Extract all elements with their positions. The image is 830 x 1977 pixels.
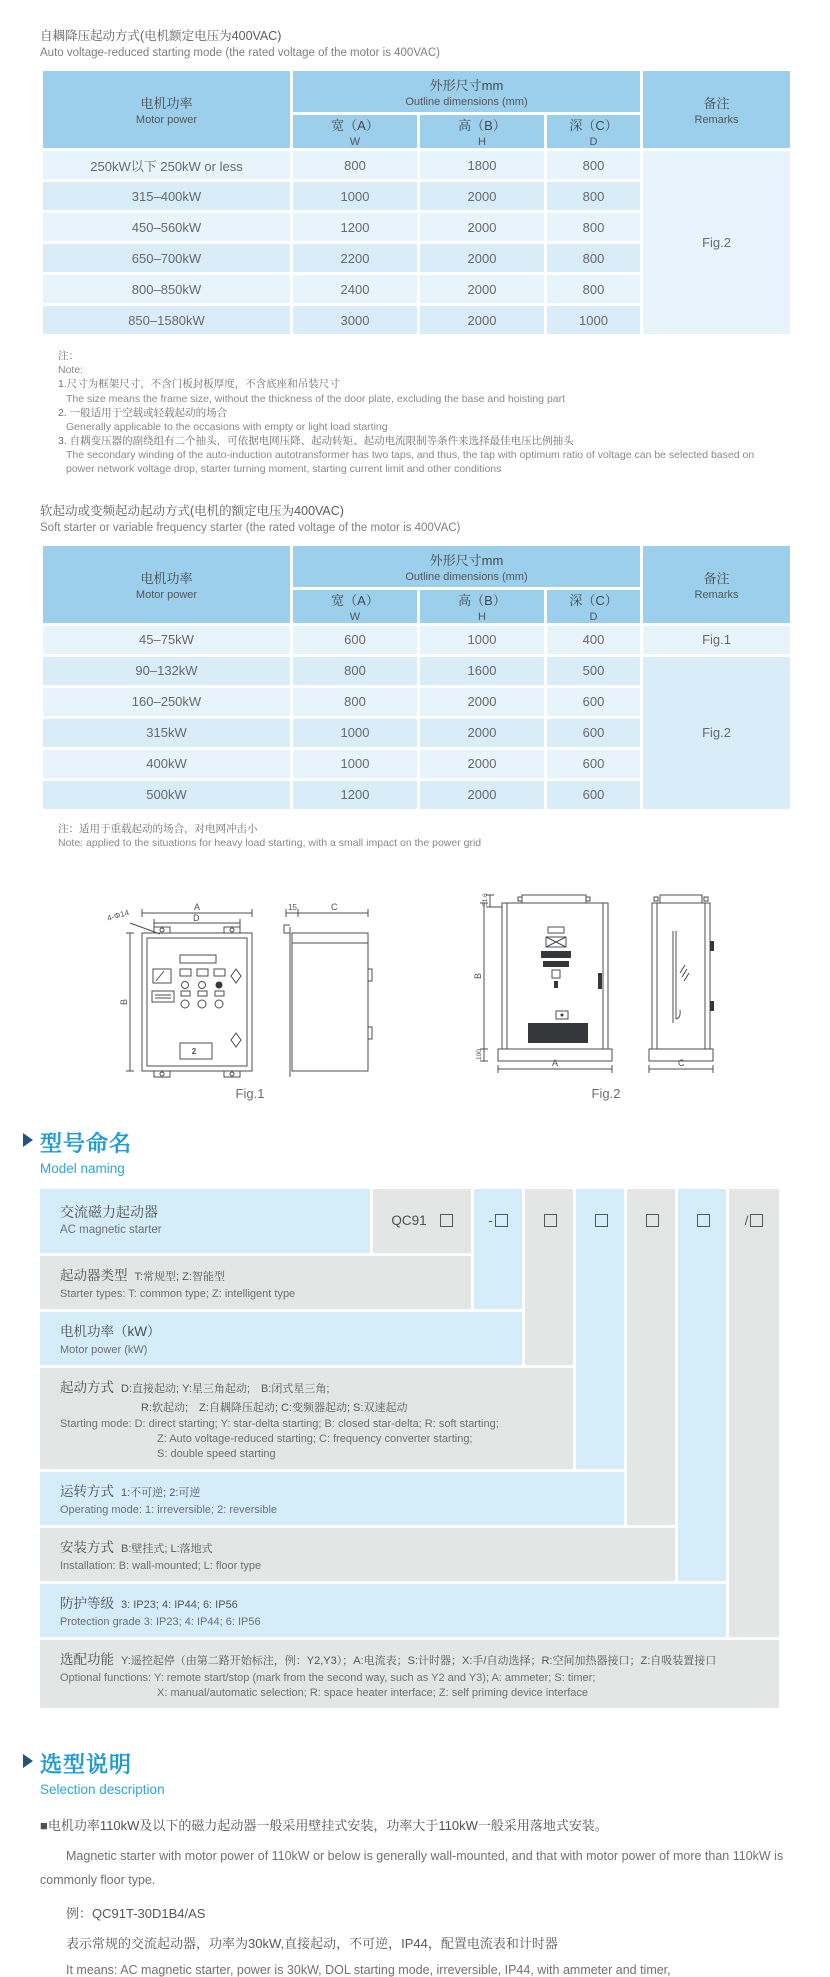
row-label-cn: 选配功能: [60, 1651, 114, 1667]
naming-row-installation: [40, 1528, 675, 1581]
svg-text:B: B: [119, 998, 129, 1005]
triangle-bullet-icon: [23, 1754, 33, 1768]
selection-title-en: Selection description: [40, 1781, 165, 1797]
cell-h: 2000: [419, 686, 546, 717]
row-en3: S: double speed starting: [157, 1447, 276, 1460]
model-code-box: [440, 1214, 453, 1227]
col-header-motor-power: [42, 70, 292, 150]
naming-row-protection-grade: [40, 1584, 726, 1637]
note-item2-cn: 2. 一般适用于空载或轻载起动的场合: [58, 406, 228, 419]
selection-body: [40, 1815, 790, 1977]
note-label-en: Note:: [58, 364, 84, 377]
col-header-height: [419, 114, 546, 150]
table-row: [42, 655, 792, 686]
cell-w: 800: [292, 655, 419, 686]
motor-power-label-cn: 电机功率: [140, 96, 193, 111]
cell-remark-fig2: Fig.2: [642, 150, 792, 336]
soft-note-en: Note: applied to the situations for heavy load starting, with a small impact on the power grid: [58, 837, 482, 850]
outline-label-cn: 外形尺寸mm: [429, 78, 504, 93]
width-label-cn: 宽（A）: [331, 592, 379, 608]
height-label-cn: 高（B）: [458, 118, 506, 133]
soft-dimensions-table: [40, 543, 793, 812]
height-label-en: H: [478, 136, 486, 148]
auto-table-header: [42, 70, 792, 150]
motor-power-label-en: Motor power: [135, 588, 198, 601]
note-item1-cn: 1.尺寸为框架尺寸，不含门板封板厚度，不含底座和吊装尺寸: [58, 378, 340, 391]
cell-power: 90–132kW: [42, 655, 292, 686]
model-code-box: [544, 1214, 557, 1227]
cell-d: 800: [546, 274, 642, 305]
box-prefix: -: [488, 1212, 493, 1228]
model-code-box: [595, 1214, 608, 1227]
outline-label-cn: 外形尺寸mm: [429, 552, 504, 568]
cell-h: 1800: [419, 150, 546, 181]
cell-power: 315–400kW: [42, 181, 292, 212]
selection-title-cn: 选型说明: [40, 1751, 133, 1777]
product-name-cell: [40, 1189, 370, 1253]
row-detail-cn: T:常规型; Z:智能型: [134, 1270, 225, 1283]
soft-table-note: [58, 822, 790, 851]
section-auto-title-en: Auto voltage-reduced starting mode (the rated voltage of the motor is 400VAC): [40, 47, 440, 59]
motor-power-label-cn: 电机功率: [140, 570, 193, 586]
auto-dimensions-table: [40, 68, 793, 337]
selection-point-en: Magnetic starter with motor power of 110kW or below is generally wall-mounted, and that with motor power of more than 110kW is commonly floor type.: [40, 1848, 784, 1887]
cell-w: 1000: [292, 748, 419, 779]
cell-h: 1000: [419, 624, 546, 655]
naming-row-optional-functions: [40, 1640, 779, 1708]
remarks-label-en: Remarks: [694, 588, 739, 601]
cell-d: 400: [546, 624, 642, 655]
height-label-cn: 高（B）: [458, 592, 506, 608]
cell-power: 315kW: [42, 717, 292, 748]
cell-power: 450–560kW: [42, 212, 292, 243]
cell-w: 600: [292, 624, 419, 655]
cell-power: 650–700kW: [42, 243, 292, 274]
depth-label-cn: 深（C）: [569, 592, 618, 608]
cell-d: 800: [546, 212, 642, 243]
code-stripe-4: [627, 1189, 675, 1525]
row-label-cn: 防护等级: [60, 1595, 114, 1611]
row-en: Motor power (kW): [60, 1343, 148, 1356]
row-en2: Z: Auto voltage-reduced starting; C: frequency converter starting;: [157, 1432, 473, 1445]
svg-text:15: 15: [288, 902, 297, 912]
cell-d: 800: [546, 181, 642, 212]
row-en: Installation: B: wall-mounted; L: floor type: [60, 1559, 262, 1572]
cell-w: 800: [292, 150, 419, 181]
depth-label-en: D: [589, 610, 598, 623]
triangle-bullet-icon: [23, 1133, 33, 1147]
cell-w: 3000: [292, 305, 419, 336]
svg-text:D: D: [193, 912, 200, 923]
figure-2: [456, 881, 756, 1101]
svg-text:A: A: [552, 1057, 559, 1068]
cell-h: 2000: [419, 305, 546, 336]
row-en: Starter types: T: common type; Z: intelligent type: [60, 1287, 296, 1300]
remarks-label-cn: 备注: [703, 570, 730, 586]
row-detail-cn: 3: IP23; 4: IP44; 6: IP56: [121, 1598, 238, 1611]
cell-power: 800–850kW: [42, 274, 292, 305]
fig1-side-view: [284, 902, 372, 1077]
col-header-motor-power: [42, 544, 292, 624]
row-label-cn: 起动方式: [60, 1379, 114, 1395]
col-header-remarks: [642, 544, 792, 624]
code-stripe-1: [474, 1189, 522, 1309]
cell-d: 500: [546, 655, 642, 686]
fig1-caption: Fig.1: [235, 1085, 265, 1101]
cell-w: 1200: [292, 779, 419, 810]
cell-remark-fig1: Fig.1: [642, 624, 792, 655]
figure-1: [90, 901, 410, 1101]
table-row: [42, 624, 792, 655]
remarks-label-cn: 备注: [703, 96, 730, 111]
motor-power-label-en: Motor power: [135, 114, 198, 126]
fig2-side-view: [649, 895, 714, 1073]
svg-text:B: B: [473, 972, 483, 979]
cell-h: 2000: [419, 181, 546, 212]
model-naming-title-en: Model naming: [40, 1160, 125, 1176]
section-auto-title-cn: 自耦降压起动方式(电机额定电压为400VAC): [40, 29, 282, 43]
naming-row-motor-power: [40, 1312, 522, 1365]
cell-h: 2000: [419, 212, 546, 243]
model-code-box: [646, 1214, 659, 1227]
box-prefix: /: [744, 1212, 749, 1228]
naming-row-operating-mode: [40, 1472, 624, 1525]
naming-row-starter-type: [40, 1256, 471, 1309]
cell-w: 2400: [292, 274, 419, 305]
cell-power: 160–250kW: [42, 686, 292, 717]
col-header-depth: [546, 588, 642, 624]
row-detail-cn: B:壁挂式; L:落地式: [121, 1542, 213, 1555]
auto-table-notes: [58, 349, 790, 477]
width-label-en: W: [349, 136, 361, 148]
height-label-en: H: [478, 610, 486, 623]
cell-h: 2000: [419, 717, 546, 748]
naming-row-starting-mode: [40, 1368, 573, 1469]
row-label-cn: 电机功率（kW）: [60, 1323, 161, 1339]
figures-row: [40, 881, 790, 1101]
code-stripe-6: [729, 1189, 779, 1637]
row-en: Starting mode: D: direct starting; Y: star-delta starting; B: closed star-delta; R: soft starting;: [60, 1417, 499, 1430]
cell-power: 850–1580kW: [42, 305, 292, 336]
model-code-box: [697, 1214, 710, 1227]
col-header-width: [292, 588, 419, 624]
svg-text:A: A: [194, 901, 201, 912]
cell-d: 600: [546, 717, 642, 748]
product-name-en: AC magnetic starter: [60, 1223, 162, 1236]
model-naming-table: [40, 1189, 790, 1708]
section-soft-title-en: Soft starter or variable frequency starter (the rated voltage of the motor is 400VAC): [40, 521, 461, 534]
soft-table-header: [42, 544, 792, 624]
note-label-cn: 注：: [58, 350, 79, 362]
note-item3-en: The secondary winding of the auto-induction autotransformer has two taps, and thus, the tap with optimum ratio of voltage can be selected based on power network voltage drop, starter turning moment, starting current limit and other conditions: [66, 449, 755, 476]
cell-h: 2000: [419, 748, 546, 779]
outline-label-en: Outline dimensions (mm): [405, 96, 528, 108]
section-auto-title: [40, 26, 790, 59]
fig2-drawing: [456, 881, 756, 1081]
row-detail-cn: 1:不可逆; 2:可逆: [121, 1486, 201, 1499]
row-label-cn: 运转方式: [60, 1483, 114, 1499]
row-label-cn: 起动器类型: [60, 1267, 128, 1283]
row-en: Protection grade 3: IP23; 4: IP44; 6: IP56: [60, 1615, 261, 1628]
svg-text:100: 100: [476, 1049, 483, 1060]
col-header-width: [292, 114, 419, 150]
outline-label-en: Outline dimensions (mm): [405, 570, 528, 583]
code-stripe-2: [525, 1189, 573, 1365]
table-row: [42, 150, 792, 181]
cell-h: 2000: [419, 243, 546, 274]
model-code-box: [750, 1214, 763, 1227]
cell-power: 250kW以下 250kW or less: [42, 150, 292, 181]
cell-h: 1600: [419, 655, 546, 686]
cell-h: 2000: [419, 779, 546, 810]
selection-heading: [40, 1748, 790, 1797]
fig2-caption: Fig.2: [591, 1085, 621, 1101]
svg-text:2: 2: [191, 1046, 197, 1056]
row-en: Optional functions: Y: remote start/stop (mark from the second way, such as Y2 and Y3); A: ammeter; S: timer;: [60, 1671, 596, 1684]
row-detail-cn2: R:软起动; Z:自耦降压起动; C:变频器起动; S:双速起动: [141, 1401, 408, 1414]
selection-point-cn: ■电机功率110kW及以下的磁力起动器一般采用壁挂式安装，功率大于110kW一般采用落地式安装。: [40, 1817, 608, 1833]
cell-power: 45–75kW: [42, 624, 292, 655]
row-detail-cn: Y:遥控起停（由第二路开始标注，例：Y2,Y3）；A:电流表；S:计时器；X:手/自动选择；R:空间加热器接口；Z:自吸装置接口: [121, 1654, 717, 1667]
model-naming-heading: [40, 1127, 790, 1176]
col-header-outline: [292, 70, 642, 114]
row-label-cn: 安装方式: [60, 1539, 114, 1555]
svg-text:C: C: [331, 901, 338, 912]
depth-label-en: D: [589, 136, 598, 148]
section-soft-title: [40, 501, 790, 534]
row-detail-cn: D:直接起动; Y:星三角起动; B:闭式星三角;: [121, 1382, 330, 1395]
cell-d: 1000: [546, 305, 642, 336]
note-item1-en: The size means the frame size, without the thickness of the door plate, excluding the base and hoisting part: [66, 392, 566, 405]
model-naming-title-cn: 型号命名: [40, 1130, 133, 1156]
cell-power: 500kW: [42, 779, 292, 810]
cell-remark-fig2: Fig.2: [642, 655, 792, 810]
note-item2-en: Generally applicable to the occasions with empty or light load starting: [66, 420, 388, 433]
cell-d: 600: [546, 748, 642, 779]
cell-w: 1000: [292, 717, 419, 748]
col-header-remarks: [642, 70, 792, 150]
col-header-depth: [546, 114, 642, 150]
remarks-label-en: Remarks: [694, 114, 739, 126]
cell-w: 1200: [292, 212, 419, 243]
row-en: Operating mode: 1: irreversible; 2: reversible: [60, 1503, 278, 1516]
section-soft-title-cn: 软起动或变频起动起动方式(电机的额定电压为400VAC): [40, 503, 344, 518]
width-label-cn: 宽（A）: [331, 118, 379, 133]
cell-d: 600: [546, 686, 642, 717]
col-header-outline: [292, 544, 642, 588]
cell-h: 2000: [419, 274, 546, 305]
fig1-drawing: [90, 901, 410, 1081]
fig1-front-view: [106, 902, 252, 1077]
model-code-box: [495, 1214, 508, 1227]
cell-w: 800: [292, 686, 419, 717]
cell-power: 400kW: [42, 748, 292, 779]
width-label-en: W: [349, 610, 361, 623]
cell-d: 800: [546, 150, 642, 181]
model-code: QC91: [391, 1213, 427, 1229]
fig2-front-view: [473, 893, 612, 1073]
code-stripe-5: [678, 1189, 726, 1581]
selection-example-en: It means: AC magnetic starter, power is 30kW, DOL starting mode, irreversible, IP44, with ammeter and timer,: [66, 1963, 671, 1977]
depth-label-cn: 深（C）: [569, 118, 618, 133]
svg-text:51.6: 51.6: [482, 893, 489, 906]
row-en2: X: manual/automatic selection; R: space heater interface; Z: self priming device interface: [157, 1686, 589, 1699]
cell-d: 800: [546, 243, 642, 274]
svg-text:C: C: [678, 1057, 685, 1068]
cell-d: 600: [546, 779, 642, 810]
cell-w: 2200: [292, 243, 419, 274]
col-header-height: [419, 588, 546, 624]
code-stripe-3: [576, 1189, 624, 1469]
product-name-cn: 交流磁力起动器: [60, 1203, 158, 1220]
model-code-cell: [373, 1189, 471, 1253]
svg-text:4-Φ14: 4-Φ14: [106, 908, 131, 923]
soft-note-cn: 注：适用于重载起动的场合，对电网冲击小: [58, 822, 258, 835]
selection-example-label: 例：QC91T-30D1B4/AS: [66, 1906, 206, 1922]
cell-w: 1000: [292, 181, 419, 212]
selection-example-cn: 表示常规的交流起动器，功率为30kW,直接起动，不可逆，IP44，配置电流表和计时器: [66, 1936, 558, 1952]
note-item3-cn: 3. 自耦变压器的副绕组有二个抽头，可依据电网压降、起动转矩、起动电流限制等条件来选择最佳电压比例抽头: [58, 435, 574, 448]
